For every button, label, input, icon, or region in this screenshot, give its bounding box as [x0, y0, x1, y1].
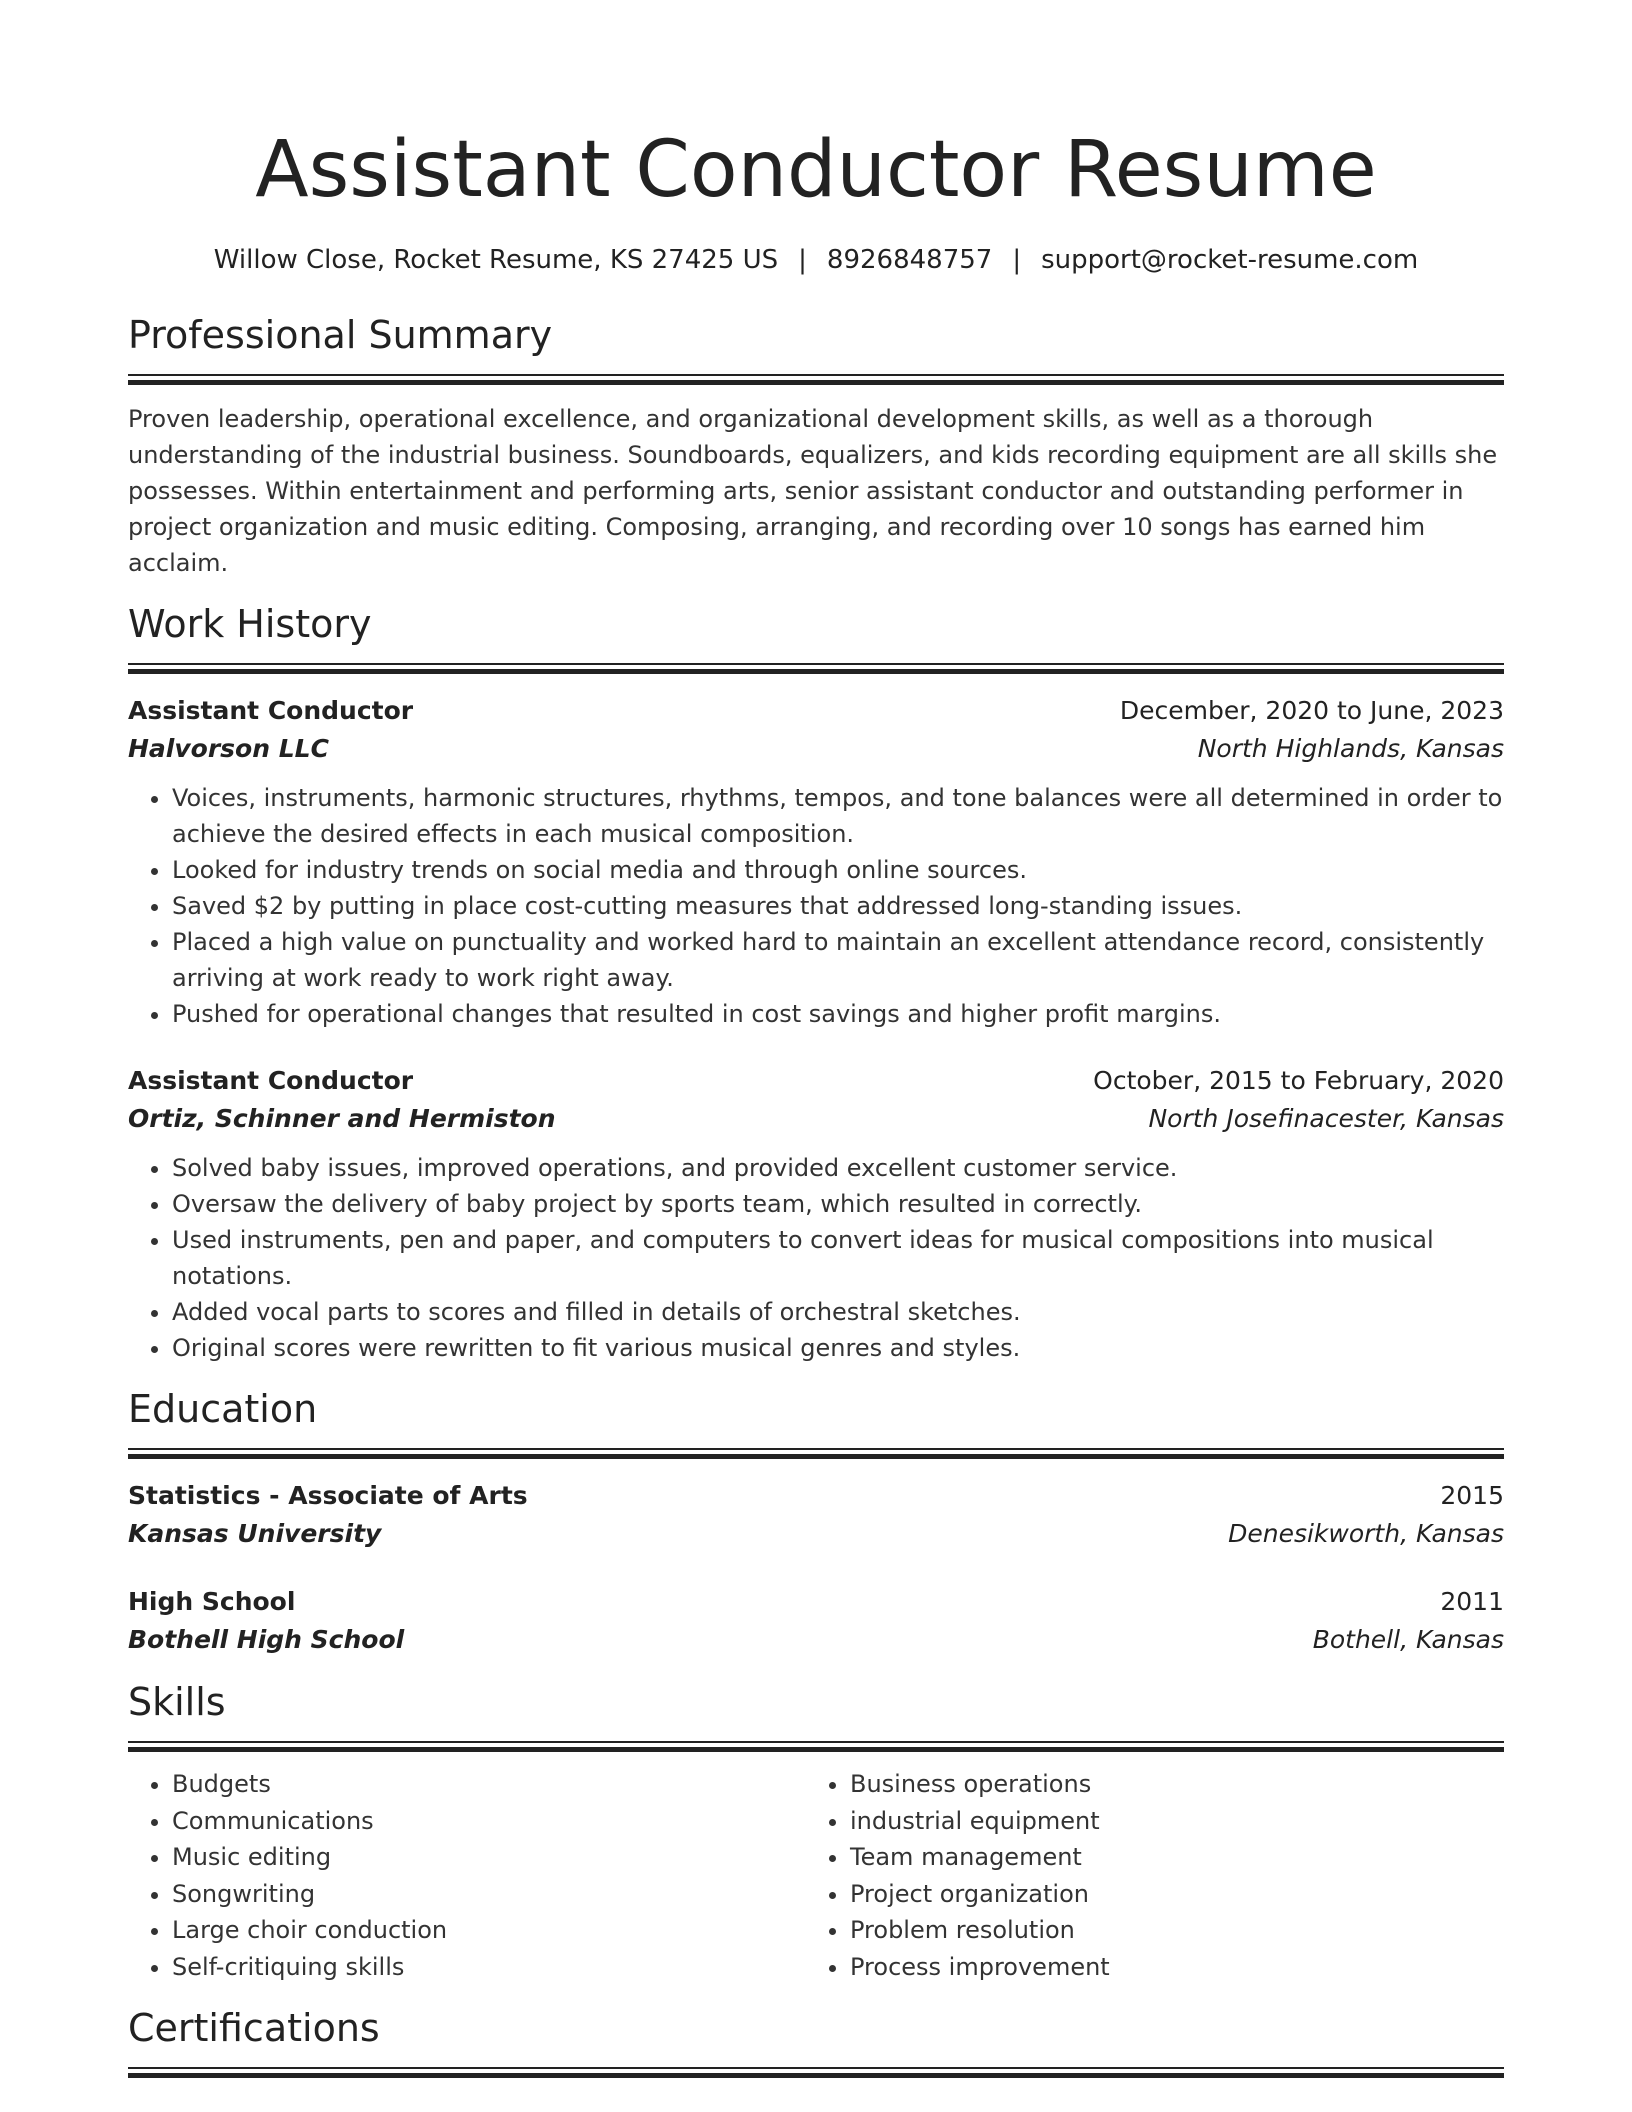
work-history-heading: Work History	[128, 602, 372, 646]
job-bullet: • Original scores were rewritten to fit various musical genres and styles.	[172, 1330, 1504, 1366]
summary-heading: Professional Summary	[128, 313, 553, 357]
skills-column-left	[128, 1766, 806, 1985]
summary-text: Proven leadership, operational excellence, and organizational development skills, as well as a thorough understanding of the industrial business. Soundboards, equalizers, and kids recording equipment are all skills she possesses. Within entertainment and performing arts, senior assistant conductor and outstanding performer in project organization and music editing. Composing, arranging, and recording over 10 songs has earned him acclaim.	[128, 405, 1498, 577]
job-company-row	[128, 1100, 1504, 1138]
job-bullet: • Added vocal parts to scores and filled in details of orchestral sketches.	[172, 1294, 1504, 1330]
job-dates: December, 2020 to June, 2023	[1119, 696, 1504, 725]
job-bullet: • Oversaw the delivery of baby project by sports team, which resulted in correctly.	[172, 1186, 1504, 1222]
skill-item: • Team management	[850, 1839, 1484, 1876]
job-bullet: • Saved $2 by putting in place cost-cutting measures that addressed long-standing issues.	[172, 888, 1504, 924]
job-header-row	[128, 1062, 1504, 1100]
certifications-heading: Certifications	[128, 2006, 380, 2050]
skills-section	[128, 1677, 1504, 1985]
education-heading: Education	[128, 1387, 318, 1431]
skill-item: • Communications	[172, 1803, 806, 1840]
education-school: Bothell High School	[128, 1625, 405, 1654]
education-location: Denesikworth, Kansas	[1228, 1519, 1504, 1548]
section-divider	[128, 1741, 1504, 1752]
certifications-section	[128, 2003, 1504, 2078]
job-location: North Josefinacester, Kansas	[1148, 1104, 1504, 1133]
job-title: Assistant Conductor	[128, 696, 414, 725]
job-bullets	[128, 780, 1504, 1032]
education-entry	[128, 1477, 1504, 1553]
job-entry	[128, 692, 1504, 1032]
skill-item: • Business operations	[850, 1766, 1484, 1803]
job-entry	[128, 1062, 1504, 1366]
education-school: Kansas University	[128, 1519, 382, 1548]
job-dates: October, 2015 to February, 2020	[1093, 1066, 1504, 1095]
section-divider	[128, 1448, 1504, 1459]
job-bullet: • Looked for industry trends on social media and through online sources.	[172, 852, 1504, 888]
section-divider	[128, 374, 1504, 385]
job-bullet: • Solved baby issues, improved operations, and provided excellent customer service.	[172, 1150, 1504, 1186]
education-entry	[128, 1583, 1504, 1659]
work-history-section	[128, 599, 1504, 1366]
education-section	[128, 1384, 1504, 1659]
contact-address: Willow Close, Rocket Resume, KS 27425 US	[213, 245, 779, 275]
skill-item: • Music editing	[172, 1839, 806, 1876]
skills-column-right	[806, 1766, 1484, 1985]
job-company-row	[128, 730, 1504, 768]
skill-item: • Project organization	[850, 1876, 1484, 1913]
skill-item: • Self-critiquing skills	[172, 1949, 806, 1986]
education-year: 2015	[1440, 1481, 1504, 1510]
skill-item: • Problem resolution	[850, 1912, 1484, 1949]
section-divider	[128, 663, 1504, 674]
contact-separator: |	[1012, 245, 1022, 275]
resume-title: Assistant Conductor Resume	[255, 125, 1377, 215]
education-school-row	[128, 1621, 1504, 1659]
skills-grid	[128, 1766, 1504, 1985]
job-company: Ortiz, Schinner and Hermiston	[128, 1104, 556, 1133]
summary-section	[128, 310, 1504, 581]
education-degree: Statistics - Associate of Arts	[128, 1481, 528, 1510]
skills-heading: Skills	[128, 1680, 226, 1724]
skill-item: • Large choir conduction	[172, 1912, 806, 1949]
contact-email: support@rocket-resume.com	[1041, 245, 1419, 275]
education-year: 2011	[1440, 1587, 1504, 1616]
contact-separator: |	[798, 245, 807, 275]
skill-item: • industrial equipment	[850, 1803, 1484, 1840]
education-header-row	[128, 1583, 1504, 1621]
job-title: Assistant Conductor	[128, 1066, 414, 1095]
job-bullet: • Placed a high value on punctuality and worked hard to maintain an excellent attendance record, consistently arriving at work ready to work right away.	[172, 924, 1504, 996]
job-company: Halvorson LLC	[128, 734, 329, 763]
education-degree: High School	[128, 1587, 296, 1616]
job-bullets	[128, 1150, 1504, 1366]
education-school-row	[128, 1515, 1504, 1553]
education-header-row	[128, 1477, 1504, 1515]
job-header-row	[128, 692, 1504, 730]
job-bullet: • Used instruments, pen and paper, and computers to convert ideas for musical compositions into musical notations.	[172, 1222, 1504, 1294]
job-location: North Highlands, Kansas	[1197, 734, 1504, 763]
contact-phone: 8926848757	[826, 245, 993, 275]
job-bullet: • Voices, instruments, harmonic structures, rhythms, tempos, and tone balances were all determined in order to achieve the desired effects in each musical composition.	[172, 780, 1504, 852]
skill-item: • Budgets	[172, 1766, 806, 1803]
resume-page	[128, 0, 1504, 2078]
job-bullet: • Pushed for operational changes that resulted in cost savings and higher profit margins.	[172, 996, 1504, 1032]
contact-line	[128, 242, 1504, 278]
skill-item: • Process improvement	[850, 1949, 1484, 1986]
section-divider	[128, 2067, 1504, 2078]
education-location: Bothell, Kansas	[1312, 1625, 1504, 1654]
skill-item: • Songwriting	[172, 1876, 806, 1913]
